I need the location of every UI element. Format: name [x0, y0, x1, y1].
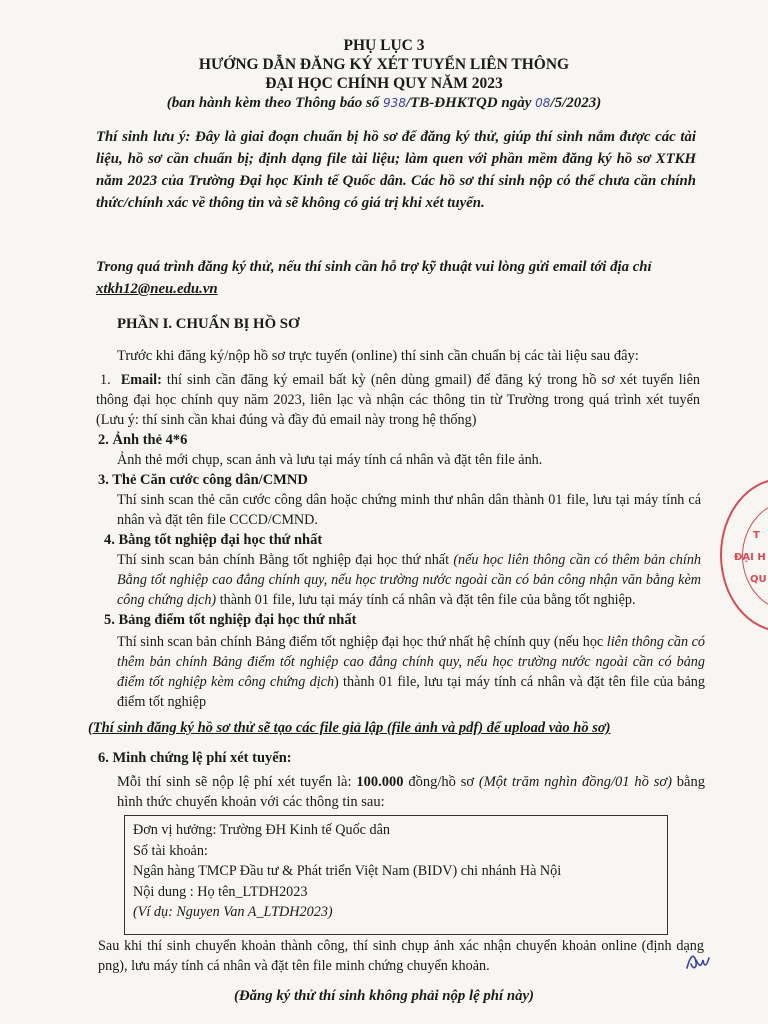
item-photo-title: 2. Ảnh thẻ 4*6: [98, 432, 188, 448]
item-email-title: Email:: [120, 372, 162, 388]
section-intro: Trước khi đăng ký/nộp hồ sơ trực tuyến (online) thí sinh cần chuẩn bị các tài liệu sau đây:: [117, 348, 639, 364]
support-email-link[interactable]: xtkh12@neu.edu.vn: [96, 281, 218, 297]
upload-note: (Thí sinh đăng ký hồ sơ thử sẽ tạo các file giả lập (file ảnh và pdf) để upload vào hồ sơ): [88, 720, 611, 736]
signature-mark: [684, 948, 712, 974]
section-title: PHẦN I. CHUẨN BỊ HỒ SƠ: [117, 316, 300, 332]
stamp-text-2: ĐẠI H: [734, 552, 766, 563]
appendix-title: PHỤ LỤC 3: [343, 37, 425, 54]
item-diploma-title: 4. Bằng tốt nghiệp đại học thứ nhất: [104, 532, 323, 548]
after-payment-text: Sau khi thí sinh chuyển khoản thành công, thí sinh chụp ảnh xác nhận chuyển khoản online (định dạng png), lưu máy tính cá nhân và đặt tên file minh chứng chuyển khoản.: [98, 938, 704, 974]
payment-info-box: [124, 815, 668, 935]
payment-bank: Ngân hàng TMCP Đầu tư & Phát triển Việt Nam (BIDV) chi nhánh Hà Nội: [133, 863, 562, 879]
document-header: [0, 36, 768, 113]
stamp-text-1: T: [753, 530, 760, 541]
guide-title: HƯỚNG DẪN ĐĂNG KÝ XÉT TUYỂN LIÊN THÔNG: [198, 56, 570, 73]
final-note: (Đăng ký thử thí sinh không phải nộp lệ phí này): [234, 988, 534, 1004]
handwritten-number: 938: [383, 96, 406, 110]
item-email: 1. Email: thí sinh cần đăng ký email bất kỳ (nên dùng gmail) để đăng ký trong hồ sơ xét tuyển liên thông đại học chính quy năm 2023, liên lạc và nhận các thông tin từ Trường trong quá trình xét tuyển (Lưu ý: thí sinh cần khai đúng và đầy đủ email này trong hệ thống): [96, 372, 700, 428]
support-note: Trong quá trình đăng ký thử, nếu thí sinh cần hỗ trợ kỹ thuật vui lòng gửi email tới địa chỉ xtkh12@neu.edu.vn: [96, 259, 652, 297]
item-diploma-text: Thí sinh scan bản chính Bằng tốt nghiệp đại học thứ nhất (nếu học liên thông cần có thêm bản chính Bằng tốt nghiệp cao đẳng chính quy, nếu học trường nước ngoài cần có bản công nhận văn bằng kèm công chứng dịch) thành 01 file, lưu tại máy tính cá nhân và đặt tên file của bằng tốt nghiệp.: [117, 552, 702, 608]
stamp-text-3: QU: [750, 574, 767, 585]
payment-account: Số tài khoản:: [133, 842, 208, 859]
item-transcript-title: 5. Bảng điểm tốt nghiệp đại học thứ nhất: [104, 612, 357, 628]
payment-example: (Ví dụ: Nguyen Van A_LTDH2023): [133, 904, 333, 920]
handwritten-day: 08: [535, 96, 551, 110]
item-transcript-text: Thí sinh scan bản chính Bảng điểm tốt nghiệp đại học thứ nhất hệ chính quy (nếu học liên thông cần có thêm bản chính Bảng điểm tốt nghiệp cao đẳng chính quy, nếu học trường nước ngoài cần có bảng điểm tốt nghiệp kèm công chứng dịch) thành 01 file, lưu tại máy tính cá nhân và đặt tên file của bảng điểm tốt nghiệp: [117, 634, 706, 710]
item-id-card-text: Thí sinh scan thẻ căn cước công dân hoặc chứng minh thư nhân dân thành 01 file, lưu tại máy tính cá nhân và đặt tên file CCCD/CMND.: [117, 492, 701, 528]
item-fee-text: Mỗi thí sinh sẽ nộp lệ phí xét tuyển là: 100.000 đồng/hồ sơ (Một trăm nghìn đồng/01 hồ sơ) bằng hình thức chuyển khoản với các thông tin sau:: [117, 774, 705, 810]
candidate-note: Thí sinh lưu ý: Đây là giai đoạn chuẩn bị hồ sơ để đăng ký thử, giúp thí sinh nắm được các tài liệu, hồ sơ cần chuẩn bị; định dạng file tài liệu; làm quen với phần mềm đăng ký hồ sơ XTKH năm 2023 của Trường Đại học Kinh tế Quốc dân. Các hồ sơ thí sinh nộp có thể chưa cần chính thức/chính xác về thông tin và sẽ không có giá trị khi xét tuyển.: [96, 129, 696, 211]
fee-amount: 100.000: [356, 774, 404, 790]
item-fee-title: 6. Minh chứng lệ phí xét tuyển:: [98, 750, 292, 766]
issuance-note: (ban hành kèm theo Thông báo số 938/TB-ĐHKTQD ngày 08/5/2023): [166, 95, 602, 111]
program-title: ĐẠI HỌC CHÍNH QUY NĂM 2023: [265, 75, 503, 92]
item-photo-text: Ảnh thẻ mới chụp, scan ảnh và lưu tại máy tính cá nhân và đặt tên file ảnh.: [117, 452, 543, 468]
payment-beneficiary: Đơn vị hưởng: Trường ĐH Kinh tế Quốc dân: [133, 822, 391, 838]
payment-content: Nội dung : Họ tên_LTDH2023: [133, 883, 308, 900]
item-id-card-title: 3. Thẻ Căn cước công dân/CMND: [98, 472, 308, 488]
